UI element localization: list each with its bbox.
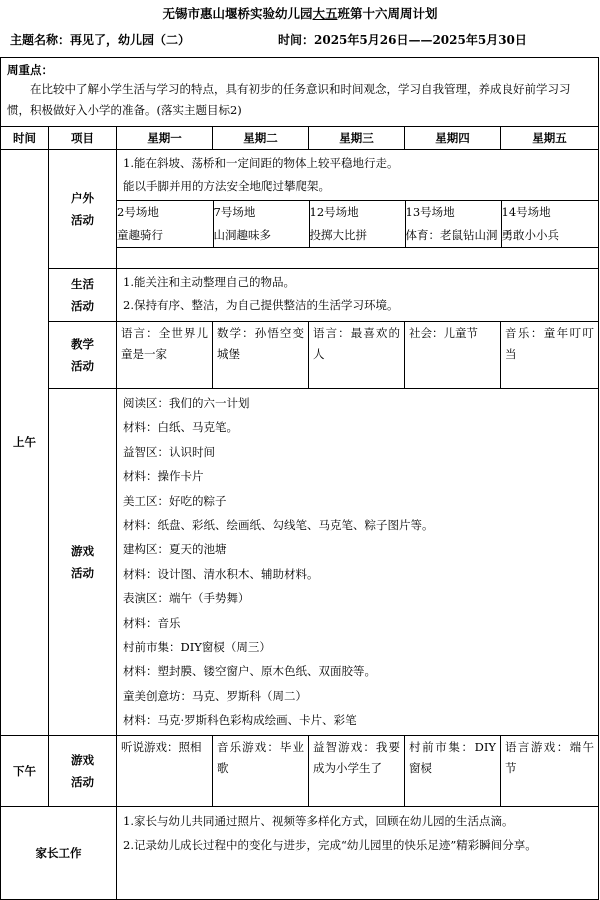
game-line: 村前市集：DIY窗棂（周三） bbox=[123, 640, 271, 655]
outdoor-day-tuesday bbox=[213, 201, 309, 248]
game-line: 益智区：认识时间 bbox=[123, 444, 215, 459]
life-label bbox=[49, 269, 117, 322]
parent-content bbox=[117, 806, 599, 899]
game-line: 材料：马克·罗斯科色彩构成绘画、卡片、彩笔 bbox=[123, 713, 357, 728]
teaching-wednesday: 语言：最喜欢的人 bbox=[309, 322, 405, 389]
teaching-monday: 语言：全世界儿童是一家 bbox=[117, 322, 213, 389]
teaching-label-2: 活动 bbox=[71, 359, 94, 373]
focus-row bbox=[1, 58, 599, 127]
header-row bbox=[1, 127, 599, 150]
activity-name: 勇敢小小兵 bbox=[501, 228, 559, 242]
afternoon-game-label-1: 游戏 bbox=[71, 752, 94, 767]
life-item: 1.能关注和主动整理自己的物品。 bbox=[123, 275, 295, 289]
parent-label: 家长工作 bbox=[1, 806, 117, 899]
afternoon-game-label-2: 活动 bbox=[71, 774, 94, 789]
focus-cell bbox=[1, 58, 599, 127]
game-line: 材料：白纸、马克笔。 bbox=[123, 420, 238, 435]
venue: 2号场地 bbox=[117, 205, 159, 219]
venue: 13号场地 bbox=[405, 205, 455, 219]
header-friday: 星期五 bbox=[501, 127, 599, 150]
outdoor-label-1: 户外 bbox=[71, 191, 94, 205]
game-content bbox=[117, 389, 599, 736]
afternoon-label: 下午 bbox=[1, 735, 49, 806]
afternoon-thursday: 村前市集：DIY窗棂 bbox=[405, 735, 501, 806]
teaching-label-1: 教学 bbox=[71, 337, 94, 351]
title-suffix: 班第十六周周计划 bbox=[337, 6, 438, 21]
game-line: 阅读区：我们的六一计划 bbox=[123, 396, 250, 410]
header-item: 项目 bbox=[49, 127, 117, 150]
life-label-2: 活动 bbox=[71, 299, 94, 313]
teaching-row bbox=[1, 322, 599, 389]
theme-name: 主题名称：再见了，幼儿园（二） bbox=[10, 33, 191, 47]
teaching-tuesday: 数学：孙悟空变城堡 bbox=[213, 322, 309, 389]
outdoor-goal: 1.能在斜坡、荡桥和一定间距的物体上较平稳地行走。 bbox=[123, 156, 399, 170]
game-line: 材料：纸盘、彩纸、绘画纸、勾线笔、马克笔、粽子图片等。 bbox=[123, 518, 434, 533]
teaching-thursday: 社会：儿童节 bbox=[405, 322, 501, 389]
focus-heading: 周重点： bbox=[7, 63, 53, 77]
game-line: 材料：音乐 bbox=[123, 615, 181, 630]
title-prefix: 无锡市惠山堰桥实验幼儿园 bbox=[162, 6, 313, 21]
outdoor-label bbox=[49, 150, 117, 269]
venue: 7号场地 bbox=[213, 205, 256, 219]
game-line: 美工区：好吃的粽子 bbox=[123, 493, 227, 508]
parent-row bbox=[1, 806, 599, 899]
game-label-1: 游戏 bbox=[71, 543, 94, 558]
outdoor-day-monday bbox=[117, 201, 213, 248]
header-thursday: 星期四 bbox=[405, 127, 501, 150]
activity-name: 投掷大比拼 bbox=[309, 228, 367, 242]
game-line: 材料：设计图、清水积木、辅助材料。 bbox=[123, 566, 319, 581]
page-title bbox=[0, 4, 600, 24]
life-row bbox=[1, 269, 599, 322]
outdoor-label-2: 活动 bbox=[71, 213, 94, 227]
venue: 12号场地 bbox=[309, 205, 359, 219]
game-line: 建构区：夏天的池塘 bbox=[123, 542, 227, 557]
date-range: 时间：2025年5月26日——2025年5月30日 bbox=[278, 33, 527, 47]
outdoor-goals bbox=[117, 150, 598, 200]
venue: 14号场地 bbox=[501, 205, 551, 219]
outdoor-day-thursday bbox=[405, 201, 501, 248]
outdoor-row bbox=[1, 150, 599, 269]
life-item: 2.保持有序、整洁，为自己提供整洁的生活学习环境。 bbox=[123, 298, 399, 312]
life-content bbox=[117, 269, 599, 322]
focus-text: 在比较中了解小学生活与学习的特点，具有初步的任务意识和时间观念，学习自我管理，养成良好前学习习惯，积极做好入小学的准备。(落实主题目标2) bbox=[7, 82, 571, 117]
afternoon-monday: 听说游戏：照相 bbox=[117, 735, 213, 806]
header-tuesday: 星期二 bbox=[213, 127, 309, 150]
game-line: 表演区：端午（手势舞） bbox=[123, 591, 250, 606]
header-monday: 星期一 bbox=[117, 127, 213, 150]
afternoon-wednesday: 益智游戏：我要成为小学生了 bbox=[309, 735, 405, 806]
game-line: 童美创意坊：马克、罗斯科（周二） bbox=[123, 688, 307, 703]
game-label bbox=[49, 389, 117, 736]
game-label-2: 活动 bbox=[71, 565, 94, 580]
afternoon-row bbox=[1, 735, 599, 806]
outdoor-day-wednesday bbox=[309, 201, 405, 248]
morning-label: 上午 bbox=[1, 150, 49, 736]
outdoor-day-friday bbox=[501, 201, 598, 248]
afternoon-tuesday: 音乐游戏：毕业歌 bbox=[213, 735, 309, 806]
game-row bbox=[1, 389, 599, 736]
teaching-friday: 音乐：童年叮叮当 bbox=[501, 322, 599, 389]
afternoon-game-label bbox=[49, 735, 117, 806]
parent-item: 1.家长与幼儿共同通过照片、视频等多样化方式，回顾在幼儿园的生活点滴。 bbox=[123, 813, 514, 828]
header-wednesday: 星期三 bbox=[309, 127, 405, 150]
outdoor-days bbox=[117, 200, 599, 248]
outdoor-goal: 能以手脚并用的方法安全地爬过攀爬架。 bbox=[123, 179, 330, 193]
activity-name: 山洞趣味多 bbox=[213, 228, 271, 242]
class-name: 大五 bbox=[312, 6, 338, 21]
activity-name: 童趣骑行 bbox=[117, 228, 163, 242]
header-time: 时间 bbox=[1, 127, 49, 150]
activity-name: 体育：老鼠钻山洞 bbox=[405, 228, 498, 242]
plan-table bbox=[0, 57, 599, 900]
teaching-label bbox=[49, 322, 117, 389]
game-line: 材料：塑封膜、镂空窗户、原木色纸、双面胶等。 bbox=[123, 664, 376, 679]
meta-row bbox=[10, 30, 600, 50]
life-label-1: 生活 bbox=[71, 277, 94, 291]
outdoor-content bbox=[117, 150, 599, 269]
game-line: 材料：操作卡片 bbox=[123, 469, 204, 484]
parent-item: 2.记录幼儿成长过程中的变化与进步，完成“幼儿园里的快乐足迹”精彩瞬间分享。 bbox=[123, 837, 537, 852]
afternoon-friday: 语言游戏：端午节 bbox=[501, 735, 599, 806]
